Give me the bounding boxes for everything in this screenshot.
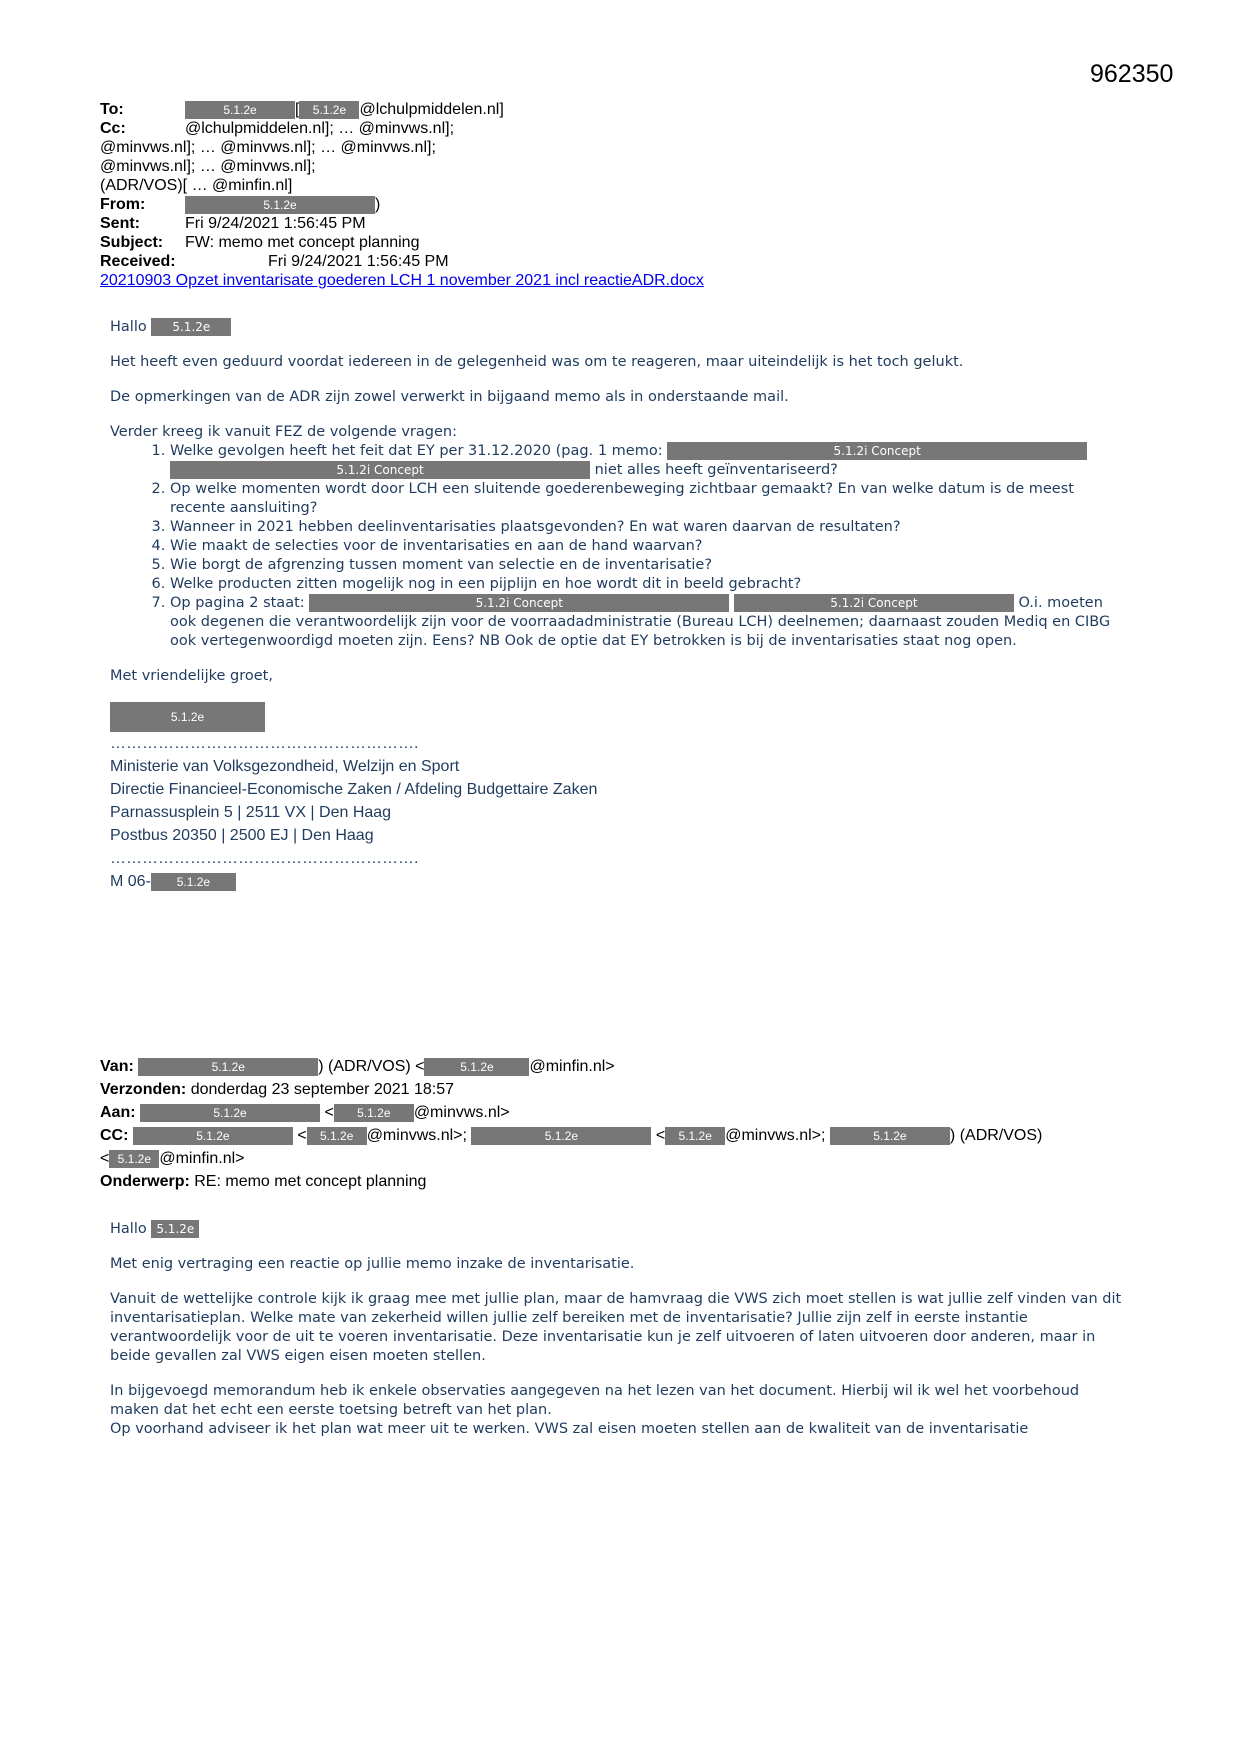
redaction: 5.1.2e [830, 1127, 950, 1145]
redaction: 5.1.2e [665, 1127, 725, 1145]
subject-value: FW: memo met concept planning [185, 234, 420, 251]
redaction: 5.1.2i Concept [309, 594, 729, 612]
greeting-2: Hallo [110, 1221, 147, 1237]
email-body-2 [110, 1220, 1130, 1455]
sent-value: Fri 9/24/2021 1:56:45 PM [185, 215, 366, 232]
sig-address-2: Postbus 20350 | 2500 EJ | Den Haag [110, 827, 374, 844]
cc-line-2: @minvws.nl]; … @minvws.nl]; … @minvws.nl]; [100, 139, 436, 156]
onderwerp-label: Onderwerp: [100, 1173, 190, 1190]
van-label: Van: [100, 1058, 134, 1075]
redaction: 5.1.2e [140, 1104, 320, 1122]
redaction: 5.1.2e [151, 873, 236, 891]
redaction: 5.1.2e [299, 101, 359, 119]
cc-tail: ) (ADR/VOS) [949, 1127, 1043, 1144]
paragraph-2-4: Op voorhand adviseer ik het plan wat meer uit te werken. VWS zal eisen moeten stellen aan de kwaliteit van de inventarisatie [110, 1421, 1029, 1437]
signature [110, 702, 1130, 893]
question-6: 6. Welke producten zitten mogelijk nog in een pijplijn en hoe wordt dit in beeld gebracht? [170, 575, 1130, 594]
redaction: 5.1.2e [471, 1127, 651, 1145]
cc-email-3: @minfin.nl> [159, 1150, 245, 1167]
from-label: From: [100, 196, 146, 213]
cc-email-1: @minvws.nl>; [366, 1127, 467, 1144]
verzonden-value: donderdag 23 september 2021 18:57 [190, 1081, 455, 1098]
redaction: 5.1.2i Concept [170, 461, 590, 479]
question-list [110, 442, 1130, 651]
cc-label: CC: [100, 1127, 129, 1144]
closing: Met vriendelijke groet, [110, 668, 273, 684]
cc-email-2: @minvws.nl>; [725, 1127, 826, 1144]
email-body [110, 318, 1130, 893]
sig-directorate: Directie Financieel-Economische Zaken / Afdeling Budgettaire Zaken [110, 781, 598, 798]
paragraph-2-2: Vanuit de wettelijke controle kijk ik graag mee met jullie plan, maar de hamvraag die VWS zich moet stellen is wat jullie zelf vinden van dit inventarisatieplan. Welke mate van zekerheid willen jullie zelf bereiken met de inventarisatie? Jullie zijn zelf in eerste instantie verantwoordelijk voor de uit te voeren inventarisatie. Deze inventarisatie kun je zelf uitvoeren of laten uitvoeren door anderen, maar in beide gevallen zal VWS eigen eisen moeten stellen. [110, 1291, 1122, 1364]
cc-label: Cc: [100, 120, 126, 137]
verzonden-label: Verzonden: [100, 1081, 187, 1098]
aan-email: @minvws.nl> [413, 1104, 510, 1121]
sig-mobile: M 06- [110, 873, 151, 890]
redaction: 5.1.2e [334, 1104, 414, 1122]
sig-address-1: Parnassusplein 5 | 2511 VX | Den Haag [110, 804, 392, 821]
received-value: Fri 9/24/2021 1:56:45 PM [268, 253, 449, 270]
redaction: 5.1.2e [185, 196, 375, 214]
sig-dots: …………………………………………………. [110, 850, 419, 867]
subject-label: Subject: [100, 234, 164, 251]
redaction: 5.1.2e [138, 1058, 318, 1076]
redaction: 5.1.2e [110, 702, 265, 732]
aan-label: Aan: [100, 1104, 136, 1121]
redaction: 5.1.2e [151, 318, 231, 336]
question-3: 3. Wanneer in 2021 hebben deelinventarisaties plaatsgevonden? En wat waren daarvan de resultaten? [170, 518, 1130, 537]
question-2: 2. Op welke momenten wordt door LCH een sluitende goederenbeweging zichtbaar gemaakt? En van welke datum is de meest recente aansluiting? [170, 480, 1130, 518]
greeting: Hallo [110, 319, 147, 335]
received-label: Received: [100, 253, 176, 270]
redaction: 5.1.2e [185, 101, 295, 119]
sig-ministry: Ministerie van Volksgezondheid, Welzijn en Sport [110, 758, 460, 775]
paragraph-2-3: In bijgevoegd memorandum heb ik enkele observaties aangegeven na het lezen van het document. Hierbij wil ik wel het voorbehoud maken dat het echt een eerste toetsing betreft van het plan. [110, 1383, 1080, 1418]
cc-line-3: @minvws.nl]; … @minvws.nl]; [100, 158, 316, 175]
paragraph-2: De opmerkingen van de ADR zijn zowel verwerkt in bijgaand memo als in onderstaande mail. [110, 389, 789, 405]
van-value: ) (ADR/VOS) < [318, 1058, 425, 1075]
paragraph-3: Verder kreeg ik vanuit FEZ de volgende vragen: [110, 424, 457, 440]
redaction: 5.1.2e [109, 1150, 159, 1168]
to-value: @lchulpmiddelen.nl] [359, 101, 504, 118]
sent-label: Sent: [100, 215, 140, 232]
redaction: 5.1.2i Concept [734, 594, 1014, 612]
forwarded-header: Van: 5.1.2e ) (ADR/VOS) < 5.1.2e @minfin.nl> Verzonden: donderdag 23 september 2021 18:57 Aan: 5.1.2e < 5.1.2e @minvws.nl> CC: 5.1.2e < 5.1.2e @minvws.nl>; 5.1.2e < 5.1.2e @minvws.nl>; 5.1.2e ) (ADR/VOS) < 5.1.2e @minfin.nl> Onderwerp: RE: memo met concept planning [100, 1058, 1043, 1190]
question-5: 5. Wie borgt de afgrenzing tussen moment van selectie en de inventarisatie? [170, 556, 1130, 575]
to-label: To: [100, 101, 124, 118]
redaction: 5.1.2e [151, 1220, 199, 1238]
document-number: 962350 [1090, 60, 1174, 88]
sig-dots: …………………………………………………. [110, 735, 419, 752]
question-1: 1. Welke gevolgen heeft het feit dat EY per 31.12.2020 (pag. 1 memo: 5.1.2i Concept 5.1.2i Concept niet alles heeft geïnventariseerd? [170, 442, 1130, 480]
van-email: @minfin.nl> [529, 1058, 615, 1075]
attachment-link[interactable]: 20210903 Opzet inventarisate goederen LCH 1 november 2021 incl reactieADR.docx [100, 272, 704, 289]
email-header: To: 5.1.2e [ 5.1.2e @lchulpmiddelen.nl] Cc: @lchulpmiddelen.nl]; … @minvws.nl]; @minvws.nl]; … @minvws.nl]; … @minvws.nl]; @minvws.nl]; … @minvws.nl]; (ADR/VOS)[ … @minfin.nl] From: 5.1.2e ) Sent: Fri 9/24/2021 1:56:45 PM Subject: FW: memo met concept planning Received: Fri 9/24/2021 1:56:45 PM 20210903 Opzet inventarisate goederen LCH 1 november 2021 incl reactieADR.docx [100, 101, 704, 289]
redaction: 5.1.2e [424, 1058, 529, 1076]
cc-line-4: (ADR/VOS)[ … @minfin.nl] [100, 177, 293, 194]
redaction: 5.1.2i Concept [667, 442, 1087, 460]
question-7: 7. Op pagina 2 staat: 5.1.2i Concept 5.1.2i Concept O.i. moeten ook degenen die verantwoordelijk zijn voor de voorraadadministratie (Bureau LCH) deelnemen; daarnaast zouden Mediq en CIBG ook vertegenwoordigd moeten zijn. Eens? NB Ook de optie dat EY betrokken is bij de inventarisaties staat nog open. [170, 594, 1130, 651]
paragraph-2-1: Met enig vertraging een reactie op jullie memo inzake de inventarisatie. [110, 1256, 635, 1272]
cc-line-1: @lchulpmiddelen.nl]; … @minvws.nl]; [185, 120, 455, 137]
redaction: 5.1.2e [133, 1127, 293, 1145]
onderwerp-value: RE: memo met concept planning [194, 1173, 427, 1190]
redaction: 5.1.2e [307, 1127, 367, 1145]
paragraph-1: Het heeft even geduurd voordat iedereen in de gelegenheid was om te reageren, maar uiteindelijk is het toch gelukt. [110, 354, 964, 370]
question-4: 4. Wie maakt de selecties voor de inventarisaties en aan de hand waarvan? [170, 537, 1130, 556]
